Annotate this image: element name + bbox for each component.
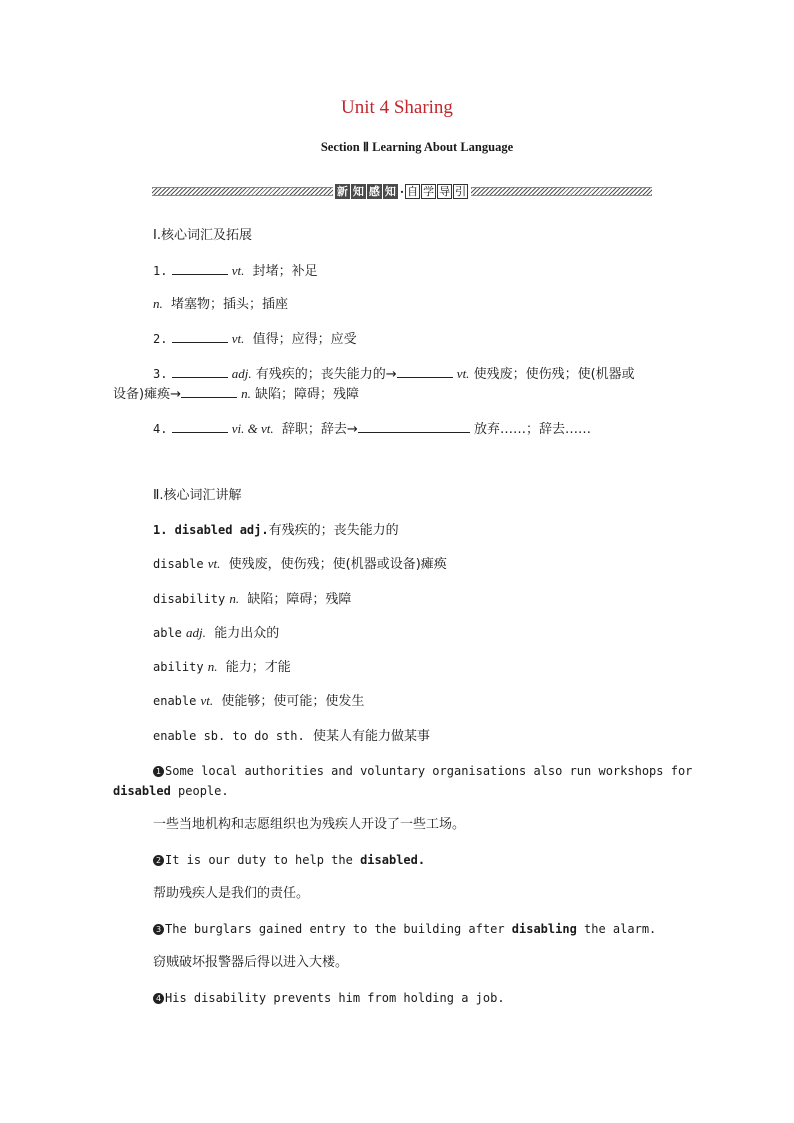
phrase-entry-enable: enable sb. to do sth. 使某人有能力做某事 <box>153 729 430 744</box>
word-entry-able: able adj. 能力出众的 <box>153 625 280 641</box>
example-3-zh: 窃贼破坏报警器后得以进入大楼。 <box>153 955 349 970</box>
section-banner <box>152 183 652 200</box>
example-4-en: 4 His disability prevents him from holding a job. <box>153 989 505 1008</box>
banner-char: 新 <box>336 185 348 198</box>
vocab-item-3-cont: 设备)瘫痪→ n. 缺陷；障碍；残障 <box>113 386 360 402</box>
banner-char: 自 <box>407 185 419 198</box>
vocab-item-1-noun: n. 堵塞物；插头；插座 <box>153 296 289 312</box>
section-heading-vocab: Ⅰ.核心词汇及拓展 <box>153 228 252 243</box>
vocab-item-3: 3. adj. 有残疾的；丧失能力的→ vt. 使残废；使伤残；使(机器或 <box>153 366 635 382</box>
example-2-zh: 帮助残疾人是我们的责任。 <box>153 886 310 901</box>
banner-label <box>333 184 471 199</box>
word-entry-enable: enable vt. 使能够；使可能；使发生 <box>153 693 365 709</box>
answer-blank[interactable] <box>172 419 228 433</box>
example-number-icon: 1 <box>153 766 164 777</box>
word-entry-ability: ability n. 能力；才能 <box>153 659 291 675</box>
example-3-en: 3 The burglars gained entry to the building after disabling the alarm. <box>153 920 656 939</box>
banner-char: 引 <box>455 185 467 198</box>
example-2-en: 2 It is our duty to help the disabled. <box>153 851 425 870</box>
answer-blank[interactable] <box>358 419 470 433</box>
answer-blank[interactable] <box>172 329 228 343</box>
banner-hatch-left <box>152 187 333 196</box>
answer-blank[interactable] <box>172 364 228 378</box>
banner-hatch-right <box>471 187 652 196</box>
answer-blank[interactable] <box>172 261 228 275</box>
banner-dot: · <box>399 184 405 199</box>
example-number-icon: 3 <box>153 924 164 935</box>
example-number-icon: 4 <box>153 993 164 1004</box>
vocab-item-2: 2. vt. 值得；应得；应受 <box>153 331 357 347</box>
answer-blank[interactable] <box>397 364 453 378</box>
example-1-en-cont: disabled people. <box>113 784 229 798</box>
word-entry-disabled: 1. disabled adj.有残疾的；丧失能力的 <box>153 523 399 538</box>
example-number-icon: 2 <box>153 855 164 866</box>
banner-char: 感 <box>368 185 380 198</box>
vocab-item-4: 4. vi. & vt. 辞职；辞去→ 放弃……；辞去…… <box>153 421 591 437</box>
banner-char: 知 <box>384 185 396 198</box>
word-entry-disability: disability n. 缺陷；障碍；残障 <box>153 591 352 607</box>
vocab-item-1: 1. vt. 封堵；补足 <box>153 263 318 279</box>
answer-blank[interactable] <box>181 384 237 398</box>
example-1-en: 1 Some local authorities and voluntary organisations also run workshops for <box>153 762 692 781</box>
section-heading-explain: Ⅱ.核心词汇讲解 <box>153 488 242 503</box>
section-subtitle: Section Ⅱ Learning About Language <box>320 140 514 154</box>
banner-char: 导 <box>439 185 451 198</box>
example-1-zh: 一些当地机构和志愿组织也为残疾人开设了一些工场。 <box>153 817 466 832</box>
word-entry-disable: disable vt. 使残废，使伤残；使(机器或设备)瘫痪 <box>153 556 447 572</box>
page-title: Unit 4 Sharing <box>341 97 453 118</box>
banner-char: 学 <box>423 185 435 198</box>
banner-char: 知 <box>352 185 364 198</box>
